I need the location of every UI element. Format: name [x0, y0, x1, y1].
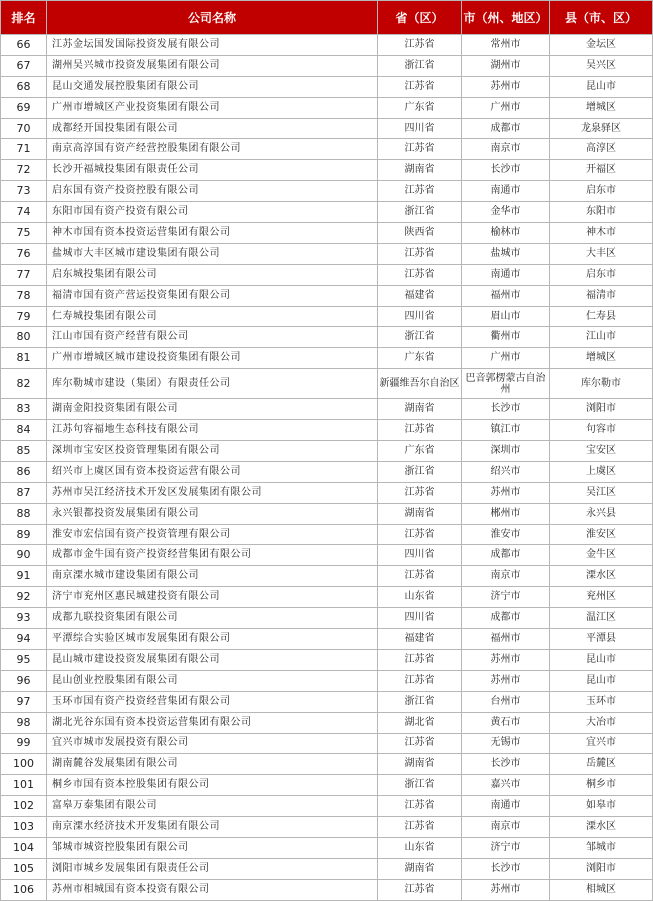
table-row — [1, 243, 653, 264]
county-cell: 玉环市 — [550, 691, 653, 712]
company-name-cell: 南京溧水经济技术开发集团有限公司 — [47, 817, 378, 838]
rank-cell: 99 — [1, 733, 47, 754]
company-name-cell: 富皋万泰集团有限公司 — [47, 796, 378, 817]
rank-cell: 98 — [1, 712, 47, 733]
rank-cell: 103 — [1, 817, 47, 838]
company-name-cell: 广州市增城区城市建设投资集团有限公司 — [47, 348, 378, 369]
company-name-cell: 启东城投集团有限公司 — [47, 264, 378, 285]
province-cell: 四川省 — [378, 545, 462, 566]
city-cell: 南京市 — [462, 566, 550, 587]
rank-cell: 73 — [1, 181, 47, 202]
city-cell: 济宁市 — [462, 587, 550, 608]
rank-cell: 70 — [1, 118, 47, 139]
city-cell: 镇江市 — [462, 420, 550, 441]
rank-cell: 66 — [1, 35, 47, 56]
province-cell: 江苏省 — [378, 482, 462, 503]
company-name-cell: 长沙开福城投集团有限责任公司 — [47, 160, 378, 181]
table-row — [1, 76, 653, 97]
city-cell: 台州市 — [462, 691, 550, 712]
province-cell: 浙江省 — [378, 202, 462, 223]
province-cell: 广东省 — [378, 348, 462, 369]
rank-cell: 67 — [1, 55, 47, 76]
city-cell: 长沙市 — [462, 160, 550, 181]
county-cell: 溧水区 — [550, 566, 653, 587]
province-cell: 江苏省 — [378, 139, 462, 160]
rank-cell: 80 — [1, 327, 47, 348]
table-row — [1, 160, 653, 181]
table-row — [1, 264, 653, 285]
company-name-cell: 东阳市国有资产投资有限公司 — [47, 202, 378, 223]
county-cell: 溧水区 — [550, 817, 653, 838]
rank-cell: 71 — [1, 139, 47, 160]
county-cell: 宜兴市 — [550, 733, 653, 754]
county-cell: 江山市 — [550, 327, 653, 348]
province-cell: 四川省 — [378, 608, 462, 629]
county-cell: 金坛区 — [550, 35, 653, 56]
province-cell: 广东省 — [378, 97, 462, 118]
county-cell: 淮安区 — [550, 524, 653, 545]
company-name-cell: 福清市国有资产营运投资集团有限公司 — [47, 285, 378, 306]
table-row — [1, 879, 653, 900]
company-name-cell: 盐城市大丰区城市建设集团有限公司 — [47, 243, 378, 264]
table-row — [1, 566, 653, 587]
city-cell: 福州市 — [462, 285, 550, 306]
city-cell: 广州市 — [462, 348, 550, 369]
county-cell: 金牛区 — [550, 545, 653, 566]
county-cell: 神木市 — [550, 223, 653, 244]
county-cell: 上虞区 — [550, 461, 653, 482]
table-row — [1, 285, 653, 306]
province-cell: 山东省 — [378, 837, 462, 858]
city-cell: 眉山市 — [462, 306, 550, 327]
city-cell: 成都市 — [462, 608, 550, 629]
table-row — [1, 348, 653, 369]
table-row — [1, 670, 653, 691]
province-cell: 山东省 — [378, 587, 462, 608]
city-cell: 苏州市 — [462, 76, 550, 97]
table-row — [1, 524, 653, 545]
table-row — [1, 649, 653, 670]
province-cell: 江苏省 — [378, 649, 462, 670]
county-cell: 浏阳市 — [550, 399, 653, 420]
province-cell: 新疆维吾尔自治区 — [378, 369, 462, 399]
city-cell: 苏州市 — [462, 670, 550, 691]
header-row — [1, 1, 653, 35]
county-cell: 宝安区 — [550, 441, 653, 462]
rank-cell: 105 — [1, 858, 47, 879]
city-cell: 南通市 — [462, 796, 550, 817]
county-cell: 高淳区 — [550, 139, 653, 160]
company-name-cell: 湖南金阳投资集团有限公司 — [47, 399, 378, 420]
county-cell: 福清市 — [550, 285, 653, 306]
rank-cell: 102 — [1, 796, 47, 817]
table-row — [1, 691, 653, 712]
city-cell: 郴州市 — [462, 503, 550, 524]
company-name-cell: 宜兴市城市发展投资有限公司 — [47, 733, 378, 754]
table-row — [1, 139, 653, 160]
county-cell: 岳麓区 — [550, 754, 653, 775]
table-row — [1, 503, 653, 524]
table-row — [1, 420, 653, 441]
county-cell: 增城区 — [550, 348, 653, 369]
table-row — [1, 181, 653, 202]
city-cell: 长沙市 — [462, 858, 550, 879]
company-name-cell: 江苏句容福地生态科技有限公司 — [47, 420, 378, 441]
city-cell: 南通市 — [462, 264, 550, 285]
province-cell: 湖北省 — [378, 712, 462, 733]
county-cell: 大丰区 — [550, 243, 653, 264]
city-cell: 广州市 — [462, 97, 550, 118]
province-cell: 江苏省 — [378, 76, 462, 97]
county-cell: 昆山市 — [550, 670, 653, 691]
company-name-cell: 广州市增城区产业投资集团有限公司 — [47, 97, 378, 118]
province-cell: 陕西省 — [378, 223, 462, 244]
province-cell: 湖南省 — [378, 399, 462, 420]
county-cell: 如皋市 — [550, 796, 653, 817]
city-cell: 金华市 — [462, 202, 550, 223]
county-cell: 句容市 — [550, 420, 653, 441]
rank-cell: 92 — [1, 587, 47, 608]
province-cell: 浙江省 — [378, 461, 462, 482]
city-cell: 榆林市 — [462, 223, 550, 244]
city-cell: 嘉兴市 — [462, 775, 550, 796]
company-name-cell: 江苏金坛国发国际投资发展有限公司 — [47, 35, 378, 56]
rank-cell: 77 — [1, 264, 47, 285]
county-cell: 相城区 — [550, 879, 653, 900]
county-cell: 昆山市 — [550, 76, 653, 97]
rank-cell: 83 — [1, 399, 47, 420]
county-cell: 仁寿县 — [550, 306, 653, 327]
company-name-cell: 淮安市宏信国有资产投资管理有限公司 — [47, 524, 378, 545]
city-cell: 济宁市 — [462, 837, 550, 858]
rank-cell: 69 — [1, 97, 47, 118]
company-name-cell: 邹城市城资控股集团有限公司 — [47, 837, 378, 858]
table-row — [1, 399, 653, 420]
header-county: 县（市、区） — [550, 1, 653, 35]
company-name-cell: 昆山城市建设投资发展集团有限公司 — [47, 649, 378, 670]
table-row — [1, 327, 653, 348]
rank-cell: 91 — [1, 566, 47, 587]
table-row — [1, 306, 653, 327]
city-cell: 淮安市 — [462, 524, 550, 545]
county-cell: 浏阳市 — [550, 858, 653, 879]
province-cell: 湖南省 — [378, 858, 462, 879]
company-name-cell: 济宁市兖州区惠民城建投资有限公司 — [47, 587, 378, 608]
company-name-cell: 昆山交通发展控股集团有限公司 — [47, 76, 378, 97]
city-cell: 盐城市 — [462, 243, 550, 264]
table-row — [1, 629, 653, 650]
rank-cell: 90 — [1, 545, 47, 566]
rank-cell: 101 — [1, 775, 47, 796]
table-row — [1, 733, 653, 754]
rank-cell: 94 — [1, 629, 47, 650]
table-row — [1, 202, 653, 223]
company-name-cell: 库尔勒城市建设（集团）有限责任公司 — [47, 369, 378, 399]
rank-cell: 85 — [1, 441, 47, 462]
rank-cell: 82 — [1, 369, 47, 399]
table-row — [1, 482, 653, 503]
province-cell: 广东省 — [378, 441, 462, 462]
rank-cell: 106 — [1, 879, 47, 900]
table-row — [1, 587, 653, 608]
table-row — [1, 817, 653, 838]
county-cell: 昆山市 — [550, 649, 653, 670]
company-name-cell: 南京溧水城市建设集团有限公司 — [47, 566, 378, 587]
rank-cell: 96 — [1, 670, 47, 691]
company-name-cell: 苏州市吴江经济技术开发区发展集团有限公司 — [47, 482, 378, 503]
table-row — [1, 796, 653, 817]
county-cell: 开福区 — [550, 160, 653, 181]
company-name-cell: 启东国有资产投资控股有限公司 — [47, 181, 378, 202]
province-cell: 浙江省 — [378, 55, 462, 76]
province-cell: 江苏省 — [378, 35, 462, 56]
county-cell: 东阳市 — [550, 202, 653, 223]
rank-cell: 88 — [1, 503, 47, 524]
company-name-cell: 永兴银都投资发展集团有限公司 — [47, 503, 378, 524]
company-name-cell: 江山市国有资产经营有限公司 — [47, 327, 378, 348]
province-cell: 湖南省 — [378, 160, 462, 181]
table-row — [1, 223, 653, 244]
company-name-cell: 绍兴市上虞区国有资本投资运营有限公司 — [47, 461, 378, 482]
rank-cell: 104 — [1, 837, 47, 858]
table-row — [1, 97, 653, 118]
company-name-cell: 深圳市宝安区投资管理集团有限公司 — [47, 441, 378, 462]
city-cell: 南京市 — [462, 139, 550, 160]
company-name-cell: 神木市国有资本投资运营集团有限公司 — [47, 223, 378, 244]
city-cell: 常州市 — [462, 35, 550, 56]
table-row — [1, 858, 653, 879]
company-name-cell: 成都经开国投集团有限公司 — [47, 118, 378, 139]
company-name-cell: 成都市金牛国有资产投资经营集团有限公司 — [47, 545, 378, 566]
rank-cell: 76 — [1, 243, 47, 264]
city-cell: 苏州市 — [462, 482, 550, 503]
header-company: 公司名称 — [47, 1, 378, 35]
city-cell: 巴音郭楞蒙古自治州 — [462, 369, 550, 399]
table-row — [1, 712, 653, 733]
county-cell: 邹城市 — [550, 837, 653, 858]
header-rank: 排名 — [1, 1, 47, 35]
county-cell: 吴兴区 — [550, 55, 653, 76]
county-cell: 龙泉驿区 — [550, 118, 653, 139]
county-cell: 启东市 — [550, 181, 653, 202]
rank-cell: 74 — [1, 202, 47, 223]
county-cell: 平潭县 — [550, 629, 653, 650]
county-cell: 兖州区 — [550, 587, 653, 608]
province-cell: 浙江省 — [378, 327, 462, 348]
city-cell: 成都市 — [462, 118, 550, 139]
company-name-cell: 苏州市相城国有资本投资有限公司 — [47, 879, 378, 900]
city-cell: 无锡市 — [462, 733, 550, 754]
table-row — [1, 837, 653, 858]
province-cell: 四川省 — [378, 118, 462, 139]
province-cell: 福建省 — [378, 285, 462, 306]
rank-cell: 95 — [1, 649, 47, 670]
city-cell: 深圳市 — [462, 441, 550, 462]
province-cell: 江苏省 — [378, 420, 462, 441]
rank-cell: 78 — [1, 285, 47, 306]
province-cell: 江苏省 — [378, 181, 462, 202]
table-row — [1, 608, 653, 629]
company-name-cell: 浏阳市城乡发展集团有限责任公司 — [47, 858, 378, 879]
company-name-cell: 湖州吴兴城市投资发展集团有限公司 — [47, 55, 378, 76]
table-row — [1, 441, 653, 462]
county-cell: 永兴县 — [550, 503, 653, 524]
province-cell: 江苏省 — [378, 817, 462, 838]
table-body — [1, 35, 653, 901]
rank-cell: 79 — [1, 306, 47, 327]
province-cell: 四川省 — [378, 306, 462, 327]
company-name-cell: 平潭综合实验区城市发展集团有限公司 — [47, 629, 378, 650]
header-province: 省（区） — [378, 1, 462, 35]
rank-cell: 68 — [1, 76, 47, 97]
province-cell: 福建省 — [378, 629, 462, 650]
table-row — [1, 369, 653, 399]
province-cell: 江苏省 — [378, 879, 462, 900]
table-row — [1, 55, 653, 76]
county-cell: 温江区 — [550, 608, 653, 629]
city-cell: 长沙市 — [462, 754, 550, 775]
company-name-cell: 昆山创业控股集团有限公司 — [47, 670, 378, 691]
rank-cell: 81 — [1, 348, 47, 369]
province-cell: 湖南省 — [378, 503, 462, 524]
table-row — [1, 35, 653, 56]
city-cell: 苏州市 — [462, 879, 550, 900]
company-name-cell: 成都九联投资集团有限公司 — [47, 608, 378, 629]
rank-cell: 86 — [1, 461, 47, 482]
province-cell: 浙江省 — [378, 691, 462, 712]
company-name-cell: 玉环市国有资产投资经营集团有限公司 — [47, 691, 378, 712]
county-cell: 启东市 — [550, 264, 653, 285]
county-cell: 大冶市 — [550, 712, 653, 733]
county-cell: 增城区 — [550, 97, 653, 118]
table-row — [1, 775, 653, 796]
rank-cell: 93 — [1, 608, 47, 629]
table-header — [1, 1, 653, 35]
county-cell: 桐乡市 — [550, 775, 653, 796]
province-cell: 江苏省 — [378, 670, 462, 691]
header-city: 市（州、地区） — [462, 1, 550, 35]
county-cell: 库尔勒市 — [550, 369, 653, 399]
rank-cell: 89 — [1, 524, 47, 545]
rank-cell: 100 — [1, 754, 47, 775]
rank-cell: 75 — [1, 223, 47, 244]
city-cell: 南通市 — [462, 181, 550, 202]
city-cell: 黄石市 — [462, 712, 550, 733]
province-cell: 浙江省 — [378, 775, 462, 796]
table-row — [1, 754, 653, 775]
company-name-cell: 桐乡市国有资本控股集团有限公司 — [47, 775, 378, 796]
company-name-cell: 湖北光谷东国有资本投资运营集团有限公司 — [47, 712, 378, 733]
city-cell: 苏州市 — [462, 649, 550, 670]
rank-cell: 97 — [1, 691, 47, 712]
company-name-cell: 仁寿城投集团有限公司 — [47, 306, 378, 327]
table-row — [1, 461, 653, 482]
province-cell: 江苏省 — [378, 566, 462, 587]
province-cell: 湖南省 — [378, 754, 462, 775]
province-cell: 江苏省 — [378, 733, 462, 754]
city-cell: 绍兴市 — [462, 461, 550, 482]
city-cell: 福州市 — [462, 629, 550, 650]
city-cell: 长沙市 — [462, 399, 550, 420]
rank-cell: 87 — [1, 482, 47, 503]
province-cell: 江苏省 — [378, 796, 462, 817]
province-cell: 江苏省 — [378, 524, 462, 545]
province-cell: 江苏省 — [378, 243, 462, 264]
company-name-cell: 湖南麓谷发展集团有限公司 — [47, 754, 378, 775]
table-row — [1, 545, 653, 566]
city-cell: 南京市 — [462, 817, 550, 838]
province-cell: 江苏省 — [378, 264, 462, 285]
county-cell: 吴江区 — [550, 482, 653, 503]
rank-cell: 84 — [1, 420, 47, 441]
city-cell: 成都市 — [462, 545, 550, 566]
company-name-cell: 南京高淳国有资产经营控股集团有限公司 — [47, 139, 378, 160]
city-cell: 湖州市 — [462, 55, 550, 76]
city-cell: 衢州市 — [462, 327, 550, 348]
rank-cell: 72 — [1, 160, 47, 181]
table-row — [1, 118, 653, 139]
